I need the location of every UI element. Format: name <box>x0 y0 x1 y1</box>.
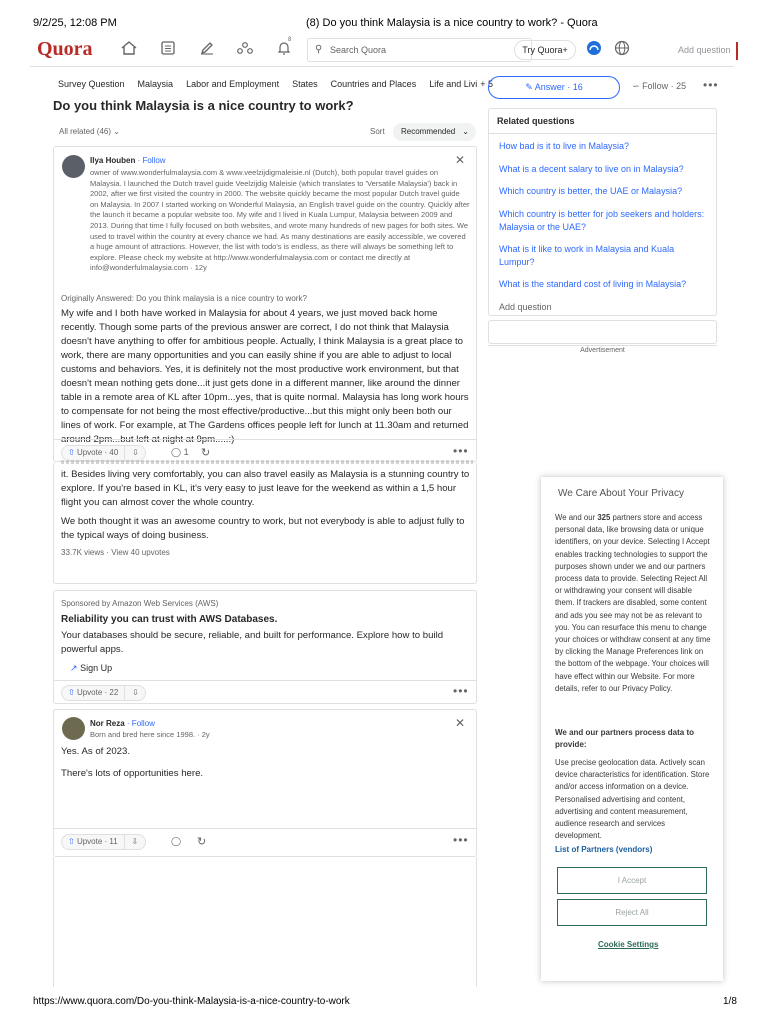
sponsored-card <box>53 590 477 704</box>
question-title: Do you think Malaysia is a nice country to work? <box>53 98 354 113</box>
reject-all-button[interactable]: Reject All <box>557 899 707 926</box>
answer-text: Yes. As of 2023. <box>61 746 130 757</box>
upvote-label: Upvote <box>76 448 103 457</box>
globe-icon[interactable] <box>611 40 633 60</box>
sort-select[interactable] <box>393 123 476 141</box>
related-question-link[interactable]: Which country is better for job seekers and holders: Malaysia or the UAE? <box>499 209 705 232</box>
more-options-icon[interactable]: ••• <box>453 833 469 847</box>
topic-life[interactable]: Life and Livi <box>429 79 478 89</box>
answer-text: My wife and I both have worked in Malaysia for about 4 years, we just moved back home recently. Though some parts of the previous answer are correct, I do not think that Malaysia doesn't have anything to offer for ambitious people. Actually, I think Malaysia is a great place to work, there are many opportunities and you can easily shine if you are able to adjust to local customs and behaviors. Yes, it is definitely not the most productive work environment, but that doesn't mean nothing gets done...it just gets done in a different manner, like around the dinner table in a remote area of KL after 10pm...yes, that is quite normal. Malaysia has long work hours to compensate for not being the most effective/productive...but this might only been both our lines of work. For example, at The Gardens offices people left for lunch at 11.30am and returned <box>61 308 469 431</box>
answer-text-closing: We both thought it was an awesome country to work, but not everybody is able to adjust fully to the typical ways of doing business. <box>61 516 465 541</box>
divider <box>54 680 476 681</box>
pencil-icon: ✎ <box>525 82 533 92</box>
external-link-icon: ↗ <box>70 663 78 673</box>
top-nav <box>30 36 740 66</box>
accept-button[interactable]: I Accept <box>557 867 707 894</box>
related-question-link[interactable]: What is it like to work in Malaysia and Kuala Lumpur? <box>499 244 675 267</box>
more-options-icon[interactable]: ••• <box>453 684 469 698</box>
privacy-consent-dialog <box>541 477 723 981</box>
upvote-group <box>61 685 146 701</box>
answer-button[interactable] <box>488 76 620 99</box>
author-bio: Born and bred here since 1998. · 2y <box>90 730 210 739</box>
home-icon[interactable] <box>118 40 140 60</box>
upvote-button[interactable] <box>62 446 125 460</box>
answer-card <box>53 146 477 462</box>
notification-badge: 8 <box>288 37 292 43</box>
ad-title[interactable]: Reliability you can trust with AWS Databases. <box>61 614 278 625</box>
downvote-icon[interactable]: ⇩ <box>131 448 139 457</box>
author-name-text: Nor Reza <box>90 719 125 728</box>
author-bio: owner of www.wonderfulmalaysia.com & www.veelzijdigmaleisie.nl (Dutch), both popular travel guides on Malaysia. I launched the Dutch travel guide Veelzijdig Maleisie (which translates to 'Versatile Malaysia') back in 2002, after we first visited the country in 2000. The website quickly became the most popular Dutch travel guide on Malaysia. In 2007 I started working on Wonderful Malaysia, an English travel guide on the country. Quickly after the launch it became a popular website too. My wife and I lived in Kuala Lumpur, Malaysia between 2009 and 2013. During that time I fully focused on both websites, and wrote many hundreds of new pages for both sites. We used to travel within the country at every chance we had. As many destinations are easily accessible, we covered a huge amount of attractions. However, the list with todo's is endless, as there will always be something left to explore. Please check my website at http://www.wonderfulmalaysia.com or contact me directly at info@wonderfulmalaysia.com · 12y <box>90 168 470 273</box>
upvote-button[interactable] <box>62 686 125 700</box>
more-options-icon[interactable]: ••• <box>453 444 469 458</box>
close-icon[interactable]: ✕ <box>455 716 466 730</box>
sort-value: Recommended <box>401 127 456 136</box>
nav-underline <box>30 66 734 67</box>
upvote-label: Upvote <box>76 837 103 846</box>
answer-icon[interactable] <box>196 40 218 60</box>
related-questions-panel <box>488 108 717 316</box>
sign-up-link[interactable] <box>70 663 112 674</box>
search-icon: ⚲ <box>315 44 323 55</box>
answer-text-continued: it. Besides living very comfortably, you can also travel easily as Malaysia is a stunning country to explore. If you're based in KL, it's very easy to just leave for the weekend as within a 1,5 hour flight you can almost cover the whole country. <box>61 469 470 508</box>
notifications-icon[interactable] <box>273 40 295 60</box>
sponsor-label[interactable]: Sponsored by Amazon Web Services (AWS) <box>61 599 219 608</box>
topic-list <box>58 79 506 89</box>
partner-count: 325 <box>597 513 611 522</box>
quora-logo[interactable]: Quora <box>37 38 93 60</box>
sign-up-label: Sign Up <box>80 663 113 673</box>
all-related-label: All related (46) <box>59 127 112 136</box>
privacy-text-a: We and our <box>555 513 598 522</box>
comment-count: 1 <box>183 447 189 457</box>
upvote-icon: ⇧ <box>68 837 75 846</box>
related-question-link[interactable]: Which country is better, the UAE or Malaysia? <box>499 186 683 196</box>
share-icon[interactable]: ↻ <box>201 447 211 459</box>
author-name-text: Ilya Houben <box>90 156 136 165</box>
avatar-icon[interactable] <box>583 40 605 60</box>
privacy-text-b: partners store and access personal data, like browsing data or unique identifiers, on your device. Selecting I Accept enables tracking technologies to support the purposes shown under we and our partners process data to provide. Selecting Reject All or withdrawing your consent will disable them. If trackers are disabled, some content and ads you see may not be as relevant to you. You can resurface this menu to change your choices or withdraw consent at any time by clicking the Manage Preferences link on the bottom of the webpage. Your choices will have effect within our Website. For more details, refer to our Privacy Policy. <box>555 513 711 693</box>
chevron-down-icon: ⌄ <box>462 127 469 136</box>
answer-text-2: There's lots of opportunities here. <box>61 768 204 779</box>
author-name[interactable] <box>90 156 166 165</box>
answer-label: Answer · 16 <box>534 82 583 92</box>
comment-icon[interactable]: ◯ <box>171 836 182 846</box>
add-question-link[interactable]: Add question <box>499 302 552 312</box>
downvote-icon[interactable]: ⇩ <box>131 688 139 697</box>
search-placeholder: Search Quora <box>330 45 387 55</box>
print-datetime: 9/2/25, 12:08 PM <box>33 17 117 29</box>
cookie-settings-link[interactable]: Cookie Settings <box>598 940 659 949</box>
follow-button[interactable] <box>632 81 686 92</box>
upvote-count: · 11 <box>104 837 118 846</box>
related-question-link[interactable]: What is the standard cost of living in Malaysia? <box>499 279 687 289</box>
related-question-link[interactable]: What is a decent salary to live on in Malaysia? <box>499 164 684 174</box>
author-avatar[interactable] <box>62 717 85 740</box>
close-icon[interactable]: ✕ <box>455 153 466 167</box>
upvote-label: Upvote <box>76 688 103 697</box>
divider <box>489 133 716 134</box>
answer-continuation <box>53 462 477 584</box>
clipped-line <box>61 460 473 464</box>
topic-countries[interactable]: Countries and Places <box>330 79 417 89</box>
comment-icon: ◯ <box>171 447 182 457</box>
follow-author-link[interactable]: · Follow <box>126 719 155 728</box>
answer-card <box>53 709 477 857</box>
follow-author-link[interactable]: · Follow <box>137 156 166 165</box>
topic-states[interactable]: States <box>292 79 318 89</box>
upvote-count: · 22 <box>104 688 119 697</box>
ad-slot <box>488 320 717 344</box>
nav-divider <box>736 42 738 60</box>
privacy-purposes: Use precise geolocation data. Actively scan device characteristics for identification. Store and/or access information on a device. Personalised advertising and content, advertising and content measurement, audience research and services development. <box>555 758 710 841</box>
spaces-icon[interactable] <box>234 40 256 60</box>
advertisement-label: Advertisement <box>488 345 717 354</box>
all-related-filter[interactable] <box>59 127 120 136</box>
divider <box>54 439 476 440</box>
related-question-link[interactable]: How bad is it to live in Malaysia? <box>499 141 630 151</box>
print-url: https://www.quora.com/Do-you-think-Malaysia-is-a-nice-country-to-work <box>33 996 350 1007</box>
topic-more[interactable]: + 5 <box>480 79 494 89</box>
more-options-icon[interactable]: ••• <box>703 78 719 92</box>
originally-answered[interactable]: Originally Answered: Do you think malaysia is a nice country to work? <box>61 294 307 303</box>
upvote-icon: ⇧ <box>68 688 75 697</box>
upvote-button[interactable] <box>62 835 125 849</box>
upvote-group <box>61 445 146 461</box>
upvote-count: · 40 <box>104 448 119 457</box>
view-stats[interactable]: 33.7K views · View 40 upvotes <box>61 548 170 557</box>
search-input[interactable] <box>307 38 532 62</box>
downvote-icon[interactable]: ⇩ <box>131 837 139 846</box>
author-avatar[interactable] <box>62 155 85 178</box>
divider <box>54 828 476 829</box>
print-page-number: 1/8 <box>723 996 737 1007</box>
upvote-icon: ⇧ <box>68 448 75 457</box>
chevron-down-icon: ⌄ <box>113 127 120 136</box>
follow-icon: ∽ <box>632 81 640 91</box>
upvote-group <box>61 834 146 850</box>
privacy-text <box>555 512 713 695</box>
related-heading: Related questions <box>497 116 575 126</box>
sort-label: Sort <box>370 127 385 136</box>
feed-border-left <box>53 857 54 987</box>
follow-label: Follow · 25 <box>642 81 687 91</box>
share-icon[interactable]: ↻ <box>197 836 207 848</box>
comment-button[interactable] <box>171 447 189 458</box>
add-question-button[interactable]: Add question <box>678 45 731 55</box>
partners-link[interactable]: List of Partners (vendors) <box>555 845 653 854</box>
privacy-title: We Care About Your Privacy <box>558 488 684 499</box>
topic-survey-question[interactable]: Survey Question <box>58 79 125 89</box>
feed-border-right <box>476 857 477 987</box>
print-page-title: (8) Do you think Malaysia is a nice country to work? - Quora <box>306 17 598 29</box>
ad-text: Your databases should be secure, reliable, and built for performance. Explore how to build powerful apps. <box>61 630 444 655</box>
try-quora-plus-button[interactable]: Try Quora+ <box>514 40 576 60</box>
topic-malaysia[interactable]: Malaysia <box>137 79 174 89</box>
following-icon[interactable] <box>157 40 179 60</box>
topic-labor[interactable]: Labor and Employment <box>186 79 280 89</box>
privacy-subheading: We and our partners process data to provide: <box>555 728 694 749</box>
author-name[interactable] <box>90 719 155 728</box>
